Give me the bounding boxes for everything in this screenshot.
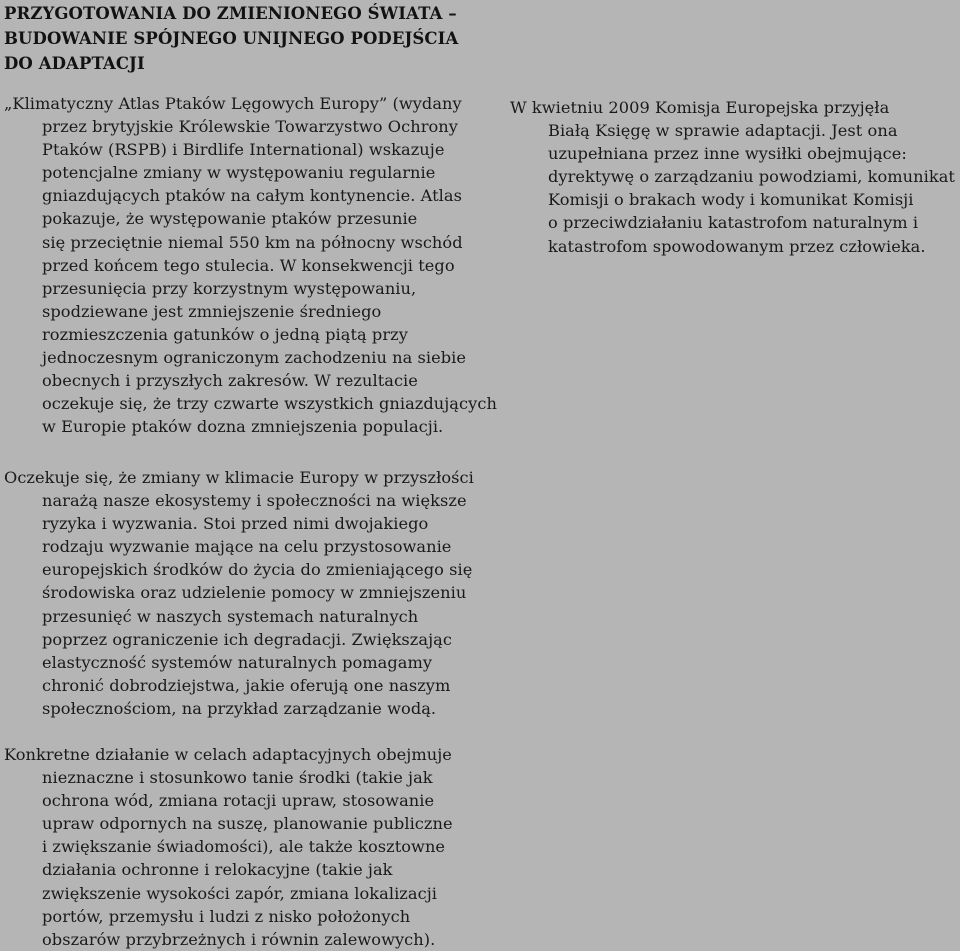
text-line: narażą nasze ekosystemy i społeczności na większe	[42, 491, 467, 511]
paragraph-white-paper	[510, 96, 960, 258]
text-line: spodziewane jest zmniejszenie średniego	[42, 301, 382, 321]
text-line: poprzez ograniczenie ich degradacji. Zwiększając	[42, 629, 452, 649]
text-line: Ptaków (RSPB) i Birdlife International) wskazuje	[42, 140, 445, 160]
text-line: dyrektywę o zarządzaniu powodziami, komunikat	[548, 167, 955, 187]
text-line: europejskich środków do życia do zmieniającego się	[42, 560, 473, 580]
text-line: katastrofom spowodowanym przez człowieka.	[548, 236, 926, 256]
text-line: gniazdujących ptaków na całym kontynencie. Atlas	[42, 186, 462, 206]
heading-line: BUDOWANIE SPÓJNEGO UNIJNEGO PODEJŚCIA	[4, 29, 459, 48]
text-line: się przeciętnie niemal 550 km na północny wschód	[42, 232, 463, 252]
paragraph-adaptation-measures	[4, 743, 479, 951]
text-line: elastyczność systemów naturalnych pomagamy	[42, 652, 433, 672]
text-line: Białą Księgę w sprawie adaptacji. Jest ona	[548, 121, 898, 141]
text-line: potencjalne zmiany w występowaniu regularnie	[42, 163, 436, 183]
text-line: Konkretne działanie w celach adaptacyjnych obejmuje	[4, 745, 452, 764]
text-line: chronić dobrodziejstwa, jakie oferują one naszym	[42, 675, 451, 695]
text-line: W kwietniu 2009 Komisja Europejska przyjęła	[510, 98, 890, 117]
text-line: społecznościom, na przykład zarządzanie wodą.	[42, 698, 437, 718]
paragraph-climate-risks	[4, 466, 479, 720]
text-line: rozmieszczenia gatunków o jedną piątą przy	[42, 324, 408, 344]
text-line: w Europie ptaków dozna zmniejszenia populacji.	[42, 417, 444, 437]
text-line: upraw odpornych na suszę, planowanie publiczne	[42, 814, 453, 834]
text-line: obecnych i przyszłych zakresów. W rezultacie	[42, 371, 418, 391]
text-line: jednoczesnym ograniczonym zachodzeniu na siebie	[42, 348, 466, 368]
text-line: ryzyka i wyzwania. Stoi przed nimi dwojakiego	[42, 514, 429, 534]
text-line: przez brytyjskie Królewskie Towarzystwo Ochrony	[42, 117, 458, 137]
text-line: oczekuje się, że trzy czwarte wszystkich gniazdujących	[42, 394, 497, 414]
text-line: pokazuje, że występowanie ptaków przesunie	[42, 209, 418, 229]
text-line: działania ochronne i relokacyjne (takie jak	[42, 860, 393, 880]
text-line: portów, przemysłu i ludzi z nisko położonych	[42, 906, 411, 926]
heading-line: PRZYGOTOWANIA DO ZMIENIONEGO ŚWIATA –	[4, 4, 457, 23]
text-line: i zwiększanie świadomości), ale także kosztowne	[42, 837, 446, 857]
section-heading	[4, 1, 474, 76]
text-line: Oczekuje się, że zmiany w klimacie Europy w przyszłości	[4, 468, 474, 487]
paragraph-bird-atlas	[4, 92, 497, 438]
text-line: przesunięcia przy korzystnym występowaniu,	[42, 278, 417, 298]
text-line: o przeciwdziałaniu katastrofom naturalnym i	[548, 213, 919, 233]
text-line: nieznaczne i stosunkowo tanie środki (takie jak	[42, 768, 433, 788]
text-line: ochrona wód, zmiana rotacji upraw, stosowanie	[42, 791, 435, 811]
text-line: zwiększenie wysokości zapór, zmiana lokalizacji	[42, 883, 437, 903]
heading-line: DO ADAPTACJI	[4, 54, 145, 73]
text-line: przed końcem tego stulecia. W konsekwencji tego	[42, 255, 455, 275]
text-line: Komisji o brakach wody i komunikat Komisji	[548, 190, 914, 210]
text-line: przesunięć w naszych systemach naturalnych	[42, 606, 419, 626]
text-line: środowiska oraz udzielenie pomocy w zmniejszeniu	[42, 583, 467, 603]
text-line: uzupełniana przez inne wysiłki obejmujące:	[548, 144, 907, 164]
text-line: „Klimatyczny Atlas Ptaków Lęgowych Europy” (wydany	[4, 94, 462, 113]
text-line: rodzaju wyzwanie mające na celu przystosowanie	[42, 537, 452, 557]
text-line: obszarów przybrzeżnych i równin zalewowych).	[42, 929, 436, 949]
